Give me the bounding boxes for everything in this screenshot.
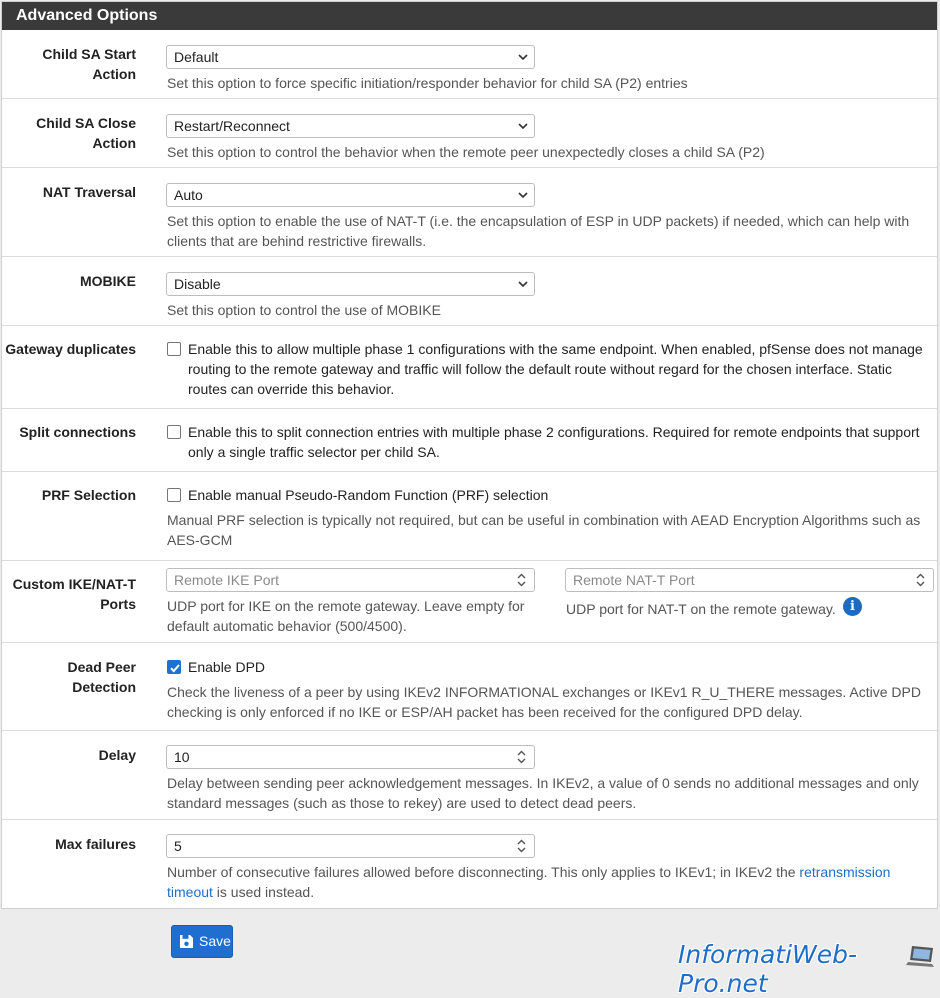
- chevron-down-icon: [518, 53, 528, 61]
- chevron-down-icon: [518, 122, 528, 130]
- child-sa-start-select[interactable]: [166, 45, 535, 69]
- child-sa-start-help: Set this option to force specific initiation/responder behavior for child SA (P2) entries: [167, 75, 688, 91]
- dpd-checkbox[interactable]: [167, 660, 181, 674]
- child-sa-close-select[interactable]: [166, 114, 535, 138]
- retransmission-timeout-link[interactable]: retransmission timeout: [167, 864, 891, 900]
- remote-natt-port-placeholder: Remote NAT-T Port: [573, 572, 695, 588]
- prf-selection-checkbox[interactable]: [167, 488, 181, 502]
- row-child-sa-start: [2, 30, 937, 99]
- delay-input[interactable]: [166, 745, 535, 769]
- remote-natt-port-help: UDP port for NAT-T on the remote gateway.: [566, 601, 836, 617]
- spinner-arrows-icon[interactable]: [516, 838, 527, 854]
- nat-traversal-select[interactable]: [166, 183, 535, 207]
- mobike-help: Set this option to control the use of MOBIKE: [167, 302, 441, 318]
- row-max-failures: [2, 820, 937, 908]
- prf-selection-label: PRF Selection: [41, 487, 136, 503]
- chevron-down-icon: [518, 191, 528, 199]
- max-failures-help-after: is used instead.: [212, 884, 315, 900]
- split-connections-label: Split connections: [19, 424, 136, 440]
- checkmark-icon: [169, 662, 181, 674]
- advanced-options-panel: [1, 1, 938, 909]
- child-sa-close-value: Restart/Reconnect: [174, 118, 290, 134]
- nat-traversal-help: Set this option to enable the use of NAT-T (i.e. the encapsulation of ESP in UDP packets) if needed, which can help with clients that are behind restrictive firewalls.: [167, 213, 910, 249]
- max-failures-label: Max failures: [55, 836, 136, 852]
- child-sa-start-label: Child SA Start Action: [42, 46, 136, 82]
- delay-help: Delay between sending peer acknowledgement messages. In IKEv2, a value of 0 sends no additional messages and only standard messages (such as those to rekey) are used to detect dead peers.: [167, 775, 919, 811]
- delay-label: Delay: [98, 747, 136, 763]
- watermark-text: InformatiWeb-Pro.net: [678, 940, 858, 998]
- nat-traversal-label: NAT Traversal: [42, 184, 136, 200]
- chevron-down-icon: [518, 280, 528, 288]
- gateway-duplicates-checkbox[interactable]: [167, 342, 181, 356]
- dpd-text: Enable DPD: [188, 659, 266, 675]
- dpd-help: Check the liveness of a peer by using IKEv2 INFORMATIONAL exchanges or IKEv1 R_U_THERE messages. Active DPD checking is only enforced if no IKE or ESP/AH packet has been received for the configured DPD delay.: [167, 684, 921, 720]
- spinner-arrows-icon[interactable]: [516, 749, 527, 765]
- prf-selection-option: [167, 485, 927, 505]
- spinner-arrows-icon[interactable]: [915, 572, 926, 588]
- max-failures-value: 5: [174, 838, 182, 854]
- row-nat-traversal: [2, 168, 937, 257]
- info-icon[interactable]: i: [843, 597, 862, 616]
- row-prf-selection: [2, 472, 937, 561]
- gateway-duplicates-text: Enable this to allow multiple phase 1 configurations with the same endpoint. When enabled, pfSense does not manage routing to the remote gateway and traffic will follow the default route without regard for the chosen interface. Static routes can override this behavior.: [188, 341, 923, 397]
- row-dead-peer-detection: [2, 643, 937, 731]
- child-sa-start-value: Default: [174, 49, 219, 65]
- max-failures-help: [167, 862, 927, 902]
- prf-selection-help: Manual PRF selection is typically not required, but can be useful in combination with AEAD Encryption Algorithms such as AES-GCM: [167, 512, 921, 548]
- child-sa-close-help: Set this option to control the behavior when the remote peer unexpectedly closes a child SA (P2): [167, 144, 765, 160]
- spinner-arrows-icon[interactable]: [516, 572, 527, 588]
- row-delay: [2, 731, 937, 820]
- dpd-option: [167, 657, 927, 677]
- remote-ike-port-input[interactable]: [166, 568, 535, 592]
- panel-title: Advanced Options: [2, 2, 937, 30]
- remote-ike-port-placeholder: Remote IKE Port: [174, 572, 280, 588]
- child-sa-close-label: Child SA Close Action: [36, 115, 136, 151]
- custom-ports-label: Custom IKE/NAT-T Ports: [12, 576, 136, 612]
- split-connections-option: [167, 422, 927, 462]
- remote-ike-port-help: UDP port for IKE on the remote gateway. Leave empty for default automatic behavior (500/4500).: [167, 598, 525, 634]
- save-label: Save: [199, 933, 231, 949]
- remote-natt-port-input[interactable]: [565, 568, 934, 592]
- laptop-icon: [906, 944, 936, 970]
- gateway-duplicates-option: [167, 339, 927, 399]
- mobike-select[interactable]: [166, 272, 535, 296]
- mobike-label: MOBIKE: [80, 273, 136, 289]
- split-connections-text: Enable this to split connection entries with multiple phase 2 configurations. Required for remote endpoints that support only a single traffic selector per child SA.: [188, 424, 920, 460]
- prf-selection-text: Enable manual Pseudo-Random Function (PRF) selection: [188, 487, 549, 503]
- row-child-sa-close: [2, 99, 937, 168]
- max-failures-input[interactable]: [166, 834, 535, 858]
- floppy-disk-icon: [179, 934, 194, 949]
- row-split-connections: [2, 409, 937, 472]
- save-button[interactable]: [171, 925, 233, 958]
- nat-traversal-value: Auto: [174, 187, 203, 203]
- gateway-duplicates-label: Gateway duplicates: [5, 341, 136, 357]
- max-failures-help-before: Number of consecutive failures allowed before disconnecting. This only applies to IKEv1; in IKEv2 the: [167, 864, 800, 880]
- split-connections-checkbox[interactable]: [167, 425, 181, 439]
- row-gateway-duplicates: [2, 326, 937, 409]
- row-mobike: [2, 257, 937, 326]
- dpd-label: Dead Peer Detection: [67, 659, 136, 695]
- row-custom-ports: [2, 561, 937, 643]
- delay-value: 10: [174, 749, 190, 765]
- mobike-value: Disable: [174, 276, 221, 292]
